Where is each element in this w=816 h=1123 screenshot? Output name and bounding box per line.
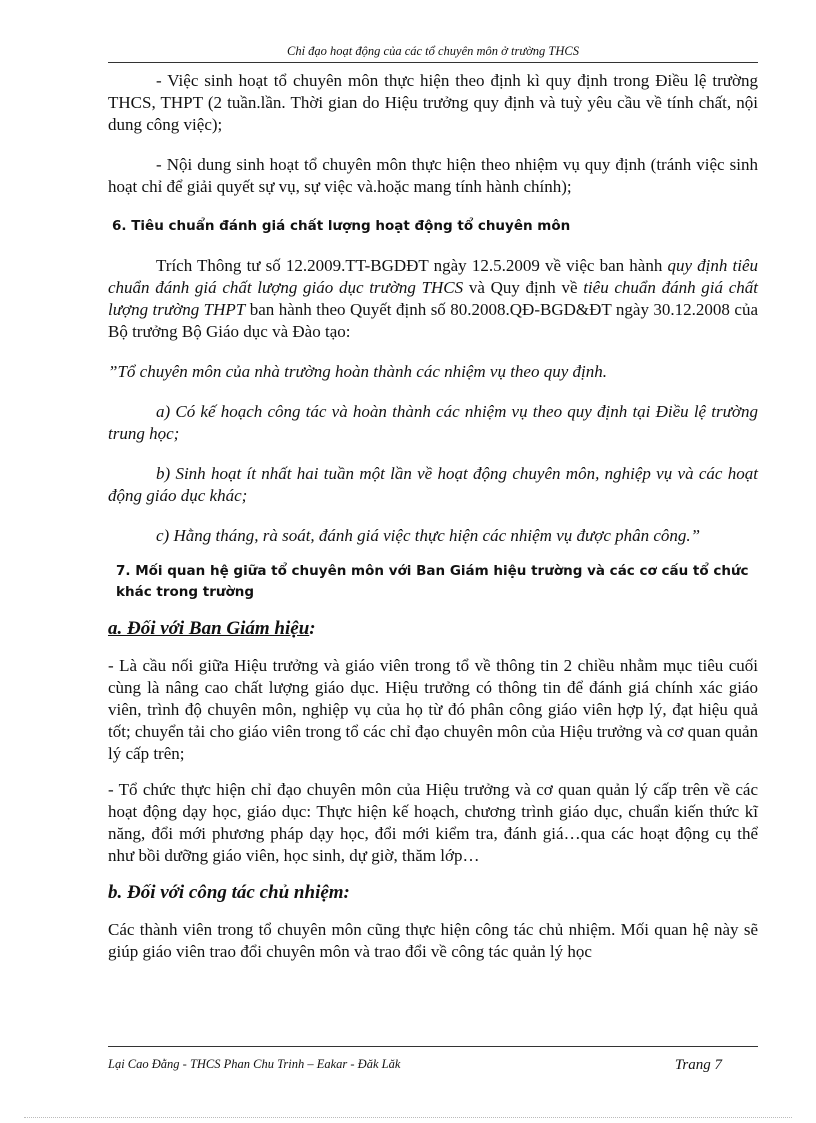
quote-item-b: b) Sinh hoạt ít nhất hai tuần một lần về hoạt động chuyên môn, nghiệp vụ và các hoạt động giáo dục khác; — [108, 464, 758, 505]
quote-intro: ”Tổ chuyên môn của nhà trường hoàn thành các nhiệm vụ theo quy định. — [108, 362, 607, 381]
document-body — [108, 70, 758, 963]
page-footer — [108, 1046, 758, 1072]
page-header: Chỉ đạo hoạt động của các tổ chuyên môn ở trường THCS — [108, 44, 758, 63]
circular-text-1: Trích Thông tư số 12.2009.TT-BGDĐT ngày 12.5.2009 về việc ban hành — [156, 256, 668, 275]
section-heading-6: 6. Tiêu chuẩn đánh giá chất lượng hoạt động tổ chuyên môn — [112, 218, 571, 234]
quote-item-c: c) Hằng tháng, rà soát, đánh giá việc thực hiện các nhiệm vụ được phân công.” — [156, 526, 701, 545]
circular-text-3: ban hành theo Quyết định số 80.2008.QĐ-BGD&ĐT ngày 30.12.2008 của Bộ trưởng Bộ Giáo dục và Đào tạo: — [108, 300, 758, 341]
paragraph-organize: - Tổ chức thực hiện chỉ đạo chuyên môn của Hiệu trưởng và cơ quan quản lý cấp trên về các hoạt động dạy học, giáo dục: Thực hiện kế hoạch, chương trình giáo dục, chuẩn kiến thức kĩ năng, đổi mới phương pháp dạy học, đổi mới kiểm tra, đánh giá…qua các hoạt động cụ thể như bồi dưỡng giáo viên, học sinh, dự giờ, thăm lớp… — [108, 780, 758, 865]
circular-text-2: và Quy định về — [463, 278, 584, 297]
paragraph-content: - Nội dung sinh hoạt tổ chuyên môn thực hiện theo nhiệm vụ quy định (tránh việc sinh hoạt chỉ để giải quyết sự vụ, sự việc và.hoặc mang tính hành chính); — [108, 155, 758, 196]
subheading-board-text: a. Đối với Ban Giám hiệu — [108, 618, 310, 639]
subheading-board-colon: : — [309, 618, 316, 639]
subheading-homeroom: b. Đối với công tác chủ nhiệm: — [108, 882, 350, 903]
circular-italic-2: tiêu chuẩn đánh giá chất lượng trường THPT — [108, 278, 758, 319]
quote-item-a: a) Có kế hoạch công tác và hoàn thành các nhiệm vụ theo quy định tại Điều lệ trường trung học; — [108, 402, 758, 443]
paragraph-homeroom: Các thành viên trong tổ chuyên môn cũng thực hiện công tác chủ nhiệm. Mối quan hệ này sẽ giúp giáo viên trao đổi chuyên môn và trao đổi về công tác quản lý học — [108, 920, 758, 961]
page-number: Trang 7 — [674, 1057, 722, 1073]
page-bottom-divider — [24, 1117, 792, 1118]
paragraph-circular — [108, 255, 758, 343]
paragraph-bridge: - Là cầu nối giữa Hiệu trưởng và giáo viên trong tổ về thông tin 2 chiều nhằm mục tiêu cuối cùng là nâng cao chất lượng giáo dục. Hiệu trưởng có thông tin để đánh giá chính xác giáo viên, trình độ chuyên môn, nghiệp vụ của họ từ đó phân công giáo viên hợp lý, đạt hiệu quả tốt; chuyển tải cho giáo viên trong tổ các chỉ đạo chuyên môn của Hiệu trưởng và cơ quan quản lý cấp trên; — [108, 656, 758, 763]
section-heading-7: 7. Mối quan hệ giữa tổ chuyên môn với Ban Giám hiệu trường và các cơ cấu tổ chức khác trong trường — [116, 563, 749, 600]
subheading-board — [108, 617, 758, 641]
footer-author: Lại Cao Đằng - THCS Phan Chu Trinh – Eakar - Đăk Lăk — [108, 1057, 401, 1071]
paragraph-schedule: - Việc sinh hoạt tổ chuyên môn thực hiện theo định kì quy định trong Điều lệ trường THCS, THPT (2 tuần.lần. Thời gian do Hiệu trưởng quy định và tuỳ yêu cầu về tính chất, nội dung công việc); — [108, 71, 758, 134]
circular-italic-1: quy định tiêu chuẩn đánh giá chất lượng giáo dục trường THCS — [108, 256, 758, 297]
